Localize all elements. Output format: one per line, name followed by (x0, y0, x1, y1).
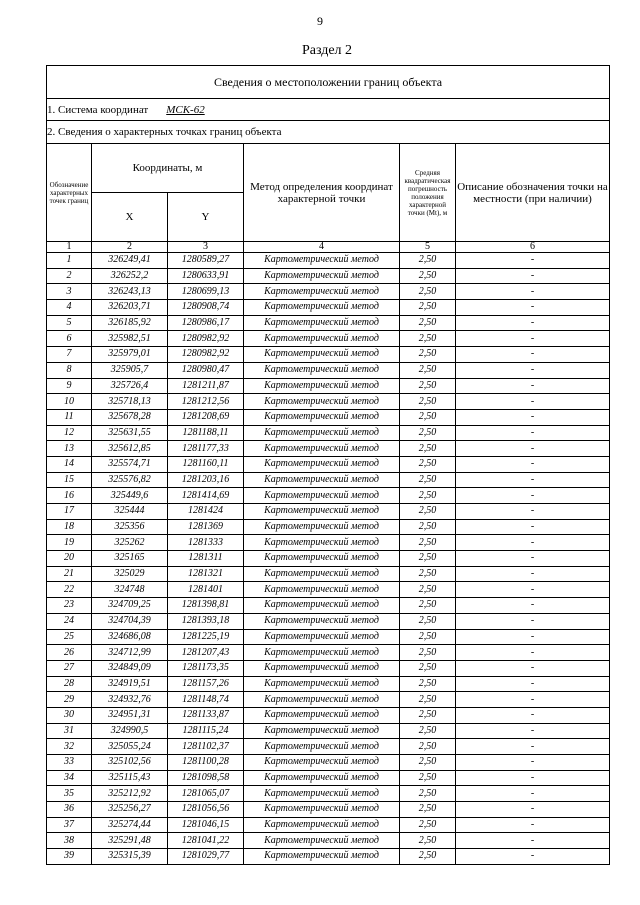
coord-y: 1281211,87 (168, 378, 244, 394)
accuracy: 2,50 (400, 629, 456, 645)
coord-y: 1280589,27 (168, 253, 244, 269)
coord-y: 1281148,74 (168, 692, 244, 708)
point-number: 18 (47, 519, 92, 535)
description: - (456, 378, 610, 394)
header-description: Описание обозначения точки на местности (при наличии) (456, 144, 610, 242)
description: - (456, 409, 610, 425)
coord-y: 1281401 (168, 582, 244, 598)
coordinate-system-value: МСК-62 (166, 103, 205, 116)
coord-y: 1280982,92 (168, 347, 244, 363)
accuracy: 2,50 (400, 472, 456, 488)
table-row (47, 519, 610, 535)
table-row (47, 786, 610, 802)
coord-y: 1281029,77 (168, 849, 244, 865)
accuracy: 2,50 (400, 268, 456, 284)
accuracy: 2,50 (400, 425, 456, 441)
method: Картометрический метод (244, 629, 400, 645)
table-row (47, 284, 610, 300)
accuracy: 2,50 (400, 347, 456, 363)
description: - (456, 645, 610, 661)
coord-x: 325291,48 (92, 833, 168, 849)
table-row (47, 582, 610, 598)
accuracy: 2,50 (400, 519, 456, 535)
coord-x: 325262 (92, 535, 168, 551)
method: Картометрический метод (244, 472, 400, 488)
coord-x: 326203,71 (92, 300, 168, 316)
method: Картометрический метод (244, 284, 400, 300)
coord-y: 1281046,15 (168, 817, 244, 833)
accuracy: 2,50 (400, 284, 456, 300)
coord-x: 325212,92 (92, 786, 168, 802)
description: - (456, 692, 610, 708)
point-number: 38 (47, 833, 92, 849)
coord-x: 326249,41 (92, 253, 168, 269)
coord-y: 1280699,13 (168, 284, 244, 300)
accuracy: 2,50 (400, 456, 456, 472)
table-row (47, 629, 610, 645)
method: Картометрический метод (244, 300, 400, 316)
coord-x: 325718,13 (92, 394, 168, 410)
method: Картометрический метод (244, 425, 400, 441)
table-row (47, 645, 610, 661)
description: - (456, 566, 610, 582)
method: Картометрический метод (244, 613, 400, 629)
point-number: 2 (47, 268, 92, 284)
accuracy: 2,50 (400, 551, 456, 567)
table-row (47, 315, 610, 331)
coordinate-system-label: 1. Система координат (47, 103, 149, 116)
coord-x: 324919,51 (92, 676, 168, 692)
header-y: Y (168, 193, 244, 242)
point-number: 6 (47, 331, 92, 347)
table-row (47, 394, 610, 410)
description: - (456, 300, 610, 316)
table-row (47, 692, 610, 708)
method: Картометрический метод (244, 723, 400, 739)
table-row (47, 347, 610, 363)
table-row (47, 362, 610, 378)
coord-y: 1281056,56 (168, 802, 244, 818)
points-header: 2. Сведения о характерных точках границ объекта (47, 121, 610, 144)
point-number: 5 (47, 315, 92, 331)
table-row (47, 409, 610, 425)
point-number: 19 (47, 535, 92, 551)
table-row (47, 849, 610, 865)
coord-x: 325115,43 (92, 770, 168, 786)
accuracy: 2,50 (400, 660, 456, 676)
point-number: 7 (47, 347, 92, 363)
coord-x: 325256,27 (92, 802, 168, 818)
description: - (456, 472, 610, 488)
description: - (456, 629, 610, 645)
description: - (456, 394, 610, 410)
coord-y: 1281065,07 (168, 786, 244, 802)
method: Картометрический метод (244, 394, 400, 410)
point-number: 28 (47, 676, 92, 692)
method: Картометрический метод (244, 331, 400, 347)
coord-x: 324932,76 (92, 692, 168, 708)
coord-x: 325444 (92, 504, 168, 520)
accuracy: 2,50 (400, 739, 456, 755)
method: Картометрический метод (244, 660, 400, 676)
point-number: 25 (47, 629, 92, 645)
coord-x: 325274,44 (92, 817, 168, 833)
description: - (456, 425, 610, 441)
section-title: Раздел 2 (301, 43, 353, 58)
coord-x: 325678,28 (92, 409, 168, 425)
column-number: 4 (244, 242, 400, 253)
point-number: 10 (47, 394, 92, 410)
table-row (47, 331, 610, 347)
coord-x: 325726,4 (92, 378, 168, 394)
description: - (456, 504, 610, 520)
method: Картометрический метод (244, 817, 400, 833)
accuracy: 2,50 (400, 253, 456, 269)
table-row (47, 456, 610, 472)
accuracy: 2,50 (400, 723, 456, 739)
accuracy: 2,50 (400, 770, 456, 786)
accuracy: 2,50 (400, 441, 456, 457)
accuracy: 2,50 (400, 817, 456, 833)
coord-x: 326185,92 (92, 315, 168, 331)
table-row (47, 770, 610, 786)
point-number: 30 (47, 707, 92, 723)
point-number: 23 (47, 598, 92, 614)
point-number: 31 (47, 723, 92, 739)
coord-y: 1281311 (168, 551, 244, 567)
coord-x: 324712,99 (92, 645, 168, 661)
description: - (456, 315, 610, 331)
coord-y: 1281102,37 (168, 739, 244, 755)
accuracy: 2,50 (400, 566, 456, 582)
description: - (456, 723, 610, 739)
accuracy: 2,50 (400, 535, 456, 551)
description: - (456, 441, 610, 457)
header-method: Метод определения координат характерной точки (244, 144, 400, 242)
point-number: 9 (47, 378, 92, 394)
coord-y: 1281208,69 (168, 409, 244, 425)
table-row (47, 676, 610, 692)
coord-y: 1281160,11 (168, 456, 244, 472)
table-row (47, 755, 610, 771)
table-row (47, 504, 610, 520)
coord-y: 1281225,19 (168, 629, 244, 645)
coord-y: 1281173,35 (168, 660, 244, 676)
method: Картометрический метод (244, 692, 400, 708)
accuracy: 2,50 (400, 362, 456, 378)
coord-y: 1281041,22 (168, 833, 244, 849)
method: Картометрический метод (244, 504, 400, 520)
description: - (456, 519, 610, 535)
description: - (456, 707, 610, 723)
coord-y: 1281398,81 (168, 598, 244, 614)
method: Картометрический метод (244, 535, 400, 551)
method: Картометрический метод (244, 409, 400, 425)
header-coordinates: Координаты, м (92, 144, 244, 193)
description: - (456, 676, 610, 692)
coord-y: 1280986,17 (168, 315, 244, 331)
description: - (456, 488, 610, 504)
accuracy: 2,50 (400, 833, 456, 849)
accuracy: 2,50 (400, 645, 456, 661)
point-number: 34 (47, 770, 92, 786)
accuracy: 2,50 (400, 676, 456, 692)
header-x: X (92, 193, 168, 242)
point-number: 16 (47, 488, 92, 504)
method: Картометрический метод (244, 645, 400, 661)
method: Картометрический метод (244, 253, 400, 269)
method: Картометрический метод (244, 676, 400, 692)
method: Картометрический метод (244, 739, 400, 755)
page-number: 9 (317, 14, 323, 28)
coord-x: 325449,6 (92, 488, 168, 504)
point-number: 15 (47, 472, 92, 488)
coord-y: 1281321 (168, 566, 244, 582)
point-number: 36 (47, 802, 92, 818)
description: - (456, 849, 610, 865)
accuracy: 2,50 (400, 802, 456, 818)
point-number: 24 (47, 613, 92, 629)
point-number: 13 (47, 441, 92, 457)
description: - (456, 268, 610, 284)
header-designation: Обозначение характерных точек границ (47, 144, 92, 242)
point-number: 14 (47, 456, 92, 472)
coord-x: 326243,13 (92, 284, 168, 300)
table-row (47, 817, 610, 833)
coord-y: 1280633,91 (168, 268, 244, 284)
coord-x: 324990,5 (92, 723, 168, 739)
accuracy: 2,50 (400, 613, 456, 629)
coord-x: 325612,85 (92, 441, 168, 457)
point-number: 8 (47, 362, 92, 378)
accuracy: 2,50 (400, 378, 456, 394)
coord-y: 1281414,69 (168, 488, 244, 504)
coord-y: 1281177,33 (168, 441, 244, 457)
table-row (47, 472, 610, 488)
coord-y: 1281212,56 (168, 394, 244, 410)
description: - (456, 755, 610, 771)
point-number: 32 (47, 739, 92, 755)
point-number: 21 (47, 566, 92, 582)
coord-x: 324686,08 (92, 629, 168, 645)
point-number: 4 (47, 300, 92, 316)
accuracy: 2,50 (400, 849, 456, 865)
description: - (456, 802, 610, 818)
description: - (456, 551, 610, 567)
method: Картометрический метод (244, 566, 400, 582)
coord-x: 325029 (92, 566, 168, 582)
table-row (47, 723, 610, 739)
coordinate-system-row (47, 99, 610, 121)
description: - (456, 786, 610, 802)
table-row (47, 378, 610, 394)
description: - (456, 833, 610, 849)
method: Картометрический метод (244, 833, 400, 849)
method: Картометрический метод (244, 441, 400, 457)
coord-x: 325356 (92, 519, 168, 535)
coord-x: 325102,56 (92, 755, 168, 771)
method: Картометрический метод (244, 347, 400, 363)
coord-x: 325165 (92, 551, 168, 567)
coord-x: 325982,51 (92, 331, 168, 347)
coord-y: 1281333 (168, 535, 244, 551)
point-number: 3 (47, 284, 92, 300)
accuracy: 2,50 (400, 488, 456, 504)
table-row (47, 268, 610, 284)
method: Картометрический метод (244, 849, 400, 865)
coord-x: 324704,39 (92, 613, 168, 629)
coord-y: 1281424 (168, 504, 244, 520)
accuracy: 2,50 (400, 755, 456, 771)
table-row (47, 613, 610, 629)
coord-x: 324951,31 (92, 707, 168, 723)
accuracy: 2,50 (400, 409, 456, 425)
method: Картометрический метод (244, 598, 400, 614)
point-number: 27 (47, 660, 92, 676)
coord-x: 324748 (92, 582, 168, 598)
point-number: 17 (47, 504, 92, 520)
coord-y: 1281098,58 (168, 770, 244, 786)
coord-y: 1281188,11 (168, 425, 244, 441)
coord-y: 1281393,18 (168, 613, 244, 629)
coord-x: 324849,09 (92, 660, 168, 676)
coord-y: 1281369 (168, 519, 244, 535)
table-row (47, 707, 610, 723)
description: - (456, 582, 610, 598)
description: - (456, 660, 610, 676)
method: Картометрический метод (244, 488, 400, 504)
coord-x: 325576,82 (92, 472, 168, 488)
point-number: 29 (47, 692, 92, 708)
coord-y: 1281100,28 (168, 755, 244, 771)
accuracy: 2,50 (400, 707, 456, 723)
description: - (456, 598, 610, 614)
table-row (47, 441, 610, 457)
description: - (456, 253, 610, 269)
coord-y: 1281203,16 (168, 472, 244, 488)
point-number: 1 (47, 253, 92, 269)
point-number: 33 (47, 755, 92, 771)
table-row (47, 425, 610, 441)
method: Картометрический метод (244, 802, 400, 818)
method: Картометрический метод (244, 362, 400, 378)
coord-y: 1280908,74 (168, 300, 244, 316)
column-number: 2 (92, 242, 168, 253)
table-row (47, 660, 610, 676)
column-number: 1 (47, 242, 92, 253)
coord-y: 1281157,26 (168, 676, 244, 692)
column-number: 6 (456, 242, 610, 253)
table-title: Сведения о местоположении границ объекта (47, 66, 610, 99)
description: - (456, 362, 610, 378)
accuracy: 2,50 (400, 582, 456, 598)
description: - (456, 456, 610, 472)
table-row (47, 598, 610, 614)
coord-y: 1280980,47 (168, 362, 244, 378)
table-row (47, 535, 610, 551)
method: Картометрический метод (244, 755, 400, 771)
accuracy: 2,50 (400, 300, 456, 316)
table-row (47, 739, 610, 755)
table-row (47, 551, 610, 567)
method: Картометрический метод (244, 378, 400, 394)
coord-x: 326252,2 (92, 268, 168, 284)
method: Картометрический метод (244, 519, 400, 535)
table-row (47, 802, 610, 818)
accuracy: 2,50 (400, 786, 456, 802)
method: Картометрический метод (244, 315, 400, 331)
point-number: 39 (47, 849, 92, 865)
accuracy: 2,50 (400, 598, 456, 614)
column-number: 3 (168, 242, 244, 253)
coord-y: 1280982,92 (168, 331, 244, 347)
point-number: 11 (47, 409, 92, 425)
point-number: 26 (47, 645, 92, 661)
method: Картометрический метод (244, 456, 400, 472)
description: - (456, 331, 610, 347)
method: Картометрический метод (244, 786, 400, 802)
table-row (47, 566, 610, 582)
accuracy: 2,50 (400, 692, 456, 708)
point-number: 12 (47, 425, 92, 441)
table-row (47, 488, 610, 504)
method: Картометрический метод (244, 582, 400, 598)
description: - (456, 770, 610, 786)
method: Картометрический метод (244, 707, 400, 723)
point-number: 37 (47, 817, 92, 833)
table-row (47, 253, 610, 269)
point-number: 35 (47, 786, 92, 802)
description: - (456, 347, 610, 363)
coord-y: 1281207,43 (168, 645, 244, 661)
method: Картометрический метод (244, 268, 400, 284)
description: - (456, 739, 610, 755)
accuracy: 2,50 (400, 504, 456, 520)
point-number: 20 (47, 551, 92, 567)
coord-x: 325055,24 (92, 739, 168, 755)
coord-x: 325979,01 (92, 347, 168, 363)
coord-x: 325631,55 (92, 425, 168, 441)
table-row (47, 833, 610, 849)
description: - (456, 535, 610, 551)
method: Картометрический метод (244, 551, 400, 567)
boundary-table (46, 65, 610, 865)
accuracy: 2,50 (400, 331, 456, 347)
coord-x: 325315,39 (92, 849, 168, 865)
point-number: 22 (47, 582, 92, 598)
coord-x: 324709,25 (92, 598, 168, 614)
description: - (456, 817, 610, 833)
table-row (47, 300, 610, 316)
header-accuracy: Средняя квадратическая погрешность положения характерной точки (Мt), м (400, 144, 456, 242)
description: - (456, 613, 610, 629)
column-number: 5 (400, 242, 456, 253)
description: - (456, 284, 610, 300)
coord-y: 1281115,24 (168, 723, 244, 739)
accuracy: 2,50 (400, 315, 456, 331)
coord-y: 1281133,87 (168, 707, 244, 723)
accuracy: 2,50 (400, 394, 456, 410)
method: Картометрический метод (244, 770, 400, 786)
coord-x: 325905,7 (92, 362, 168, 378)
coord-x: 325574,71 (92, 456, 168, 472)
